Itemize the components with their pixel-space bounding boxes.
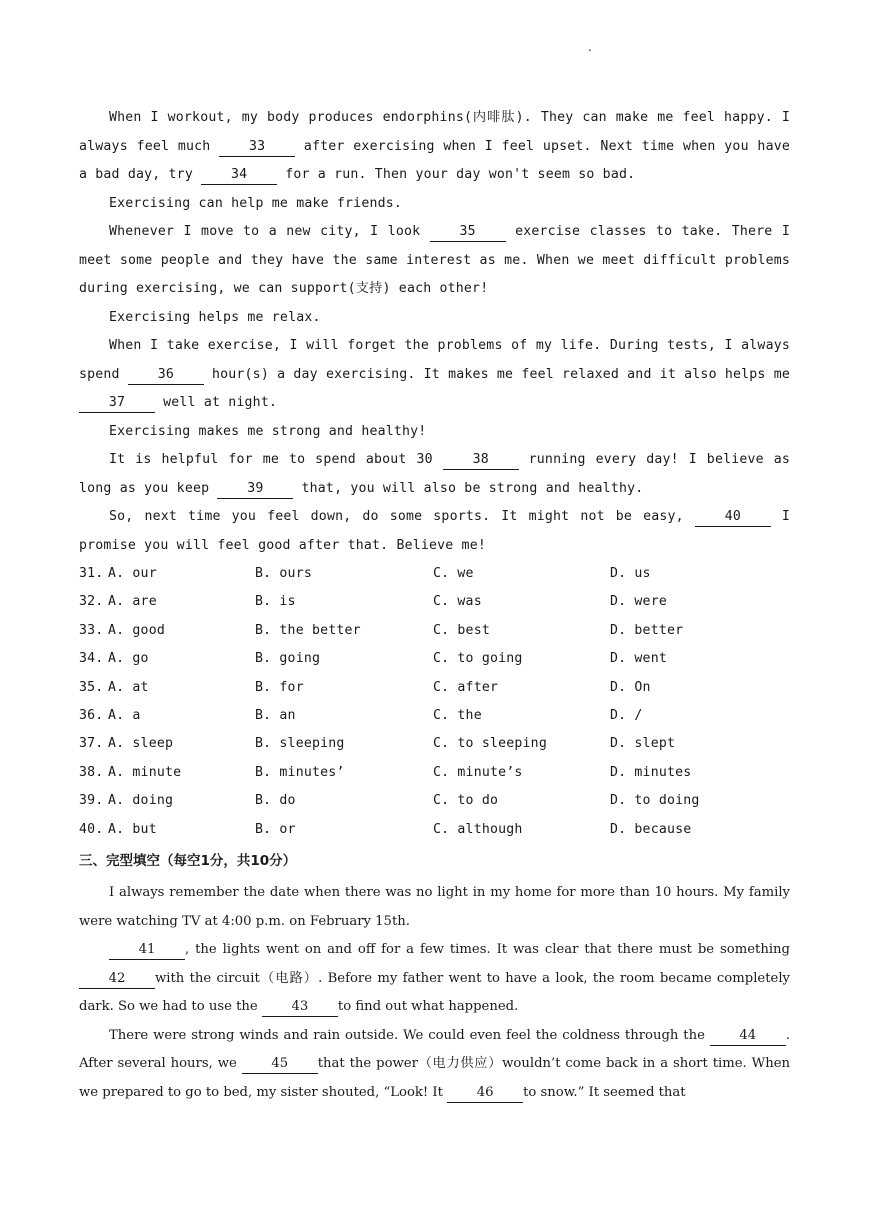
blank-35[interactable]: 35 <box>430 223 506 242</box>
option-b[interactable]: B. an <box>255 707 296 723</box>
option-b[interactable]: B. do <box>255 793 296 809</box>
option-c[interactable]: C. although <box>433 821 523 837</box>
passage-two <box>79 879 790 1107</box>
blank-34[interactable]: 34 <box>201 166 277 185</box>
blank-40[interactable]: 40 <box>695 508 771 527</box>
option-c[interactable]: C. we <box>433 566 474 581</box>
option-a[interactable]: A. sleep <box>108 736 174 752</box>
option-a[interactable]: A. are <box>108 594 157 610</box>
option-c[interactable]: C. to sleeping <box>433 736 547 752</box>
option-b[interactable]: B. sleeping <box>255 736 345 752</box>
option-d[interactable]: D. / <box>610 707 643 723</box>
blank-39[interactable]: 39 <box>217 480 293 499</box>
blank-42[interactable]: 42 <box>79 970 155 989</box>
paragraph: 41 , the lights went on and off for a few times. It was clear that there must be something 42 with the circuit（电路）. Before my father went to have a look, the room became completely dark. So we had to use the 43 to find out what happened. <box>79 936 790 1022</box>
option-row: 32. A. are B. is C. was D. were <box>79 588 790 616</box>
option-a[interactable]: A. but <box>108 821 157 837</box>
option-row: 31. A. our B. ours C. we D. us <box>79 560 790 588</box>
option-row: 35. A. at B. for C. after D. On <box>79 674 790 702</box>
paragraph-heading: Exercising makes me strong and healthy! <box>109 423 427 439</box>
option-b[interactable]: B. or <box>255 821 296 837</box>
option-a[interactable]: A. a <box>108 707 141 723</box>
option-row: 34. A. go B. going C. to going D. went <box>79 645 790 673</box>
blank-41[interactable]: 41 <box>109 941 185 960</box>
blank-37[interactable]: 37 <box>79 394 155 413</box>
paragraph: I always remember the date when there was no light in my home for more than 10 hours. My family were watching TV at 4:00 p.m. on February 15th. <box>79 885 790 929</box>
option-d[interactable]: D. slept <box>610 736 676 752</box>
option-d[interactable]: D. to doing <box>610 793 700 809</box>
blank-45[interactable]: 45 <box>242 1055 318 1074</box>
paragraph: When I take exercise, I will forget the problems of my life. During tests, I always spend 36 hour(s) a day exercising. It makes me feel relaxed and it also helps me 37 well at night. <box>79 332 790 418</box>
header-dot: . <box>588 40 592 54</box>
section-heading: 三、完型填空（每空1分，共10分） <box>79 853 297 869</box>
option-b[interactable]: B. ours <box>255 566 312 581</box>
option-d[interactable]: D. because <box>610 821 692 837</box>
blank-44[interactable]: 44 <box>710 1027 786 1046</box>
option-row: 33. A. good B. the better C. best D. better <box>79 617 790 645</box>
option-d[interactable]: D. better <box>610 622 684 638</box>
option-c[interactable]: C. the <box>433 707 482 723</box>
option-c[interactable]: C. to going <box>433 651 523 667</box>
blank-43[interactable]: 43 <box>262 998 338 1017</box>
option-b[interactable]: B. the better <box>255 622 361 638</box>
option-d[interactable]: D. were <box>610 594 667 610</box>
option-row: 36. A. a B. an C. the D. / <box>79 702 790 730</box>
option-d[interactable]: D. On <box>610 679 651 695</box>
option-c[interactable]: C. was <box>433 594 482 610</box>
paragraph: It is helpful for me to spend about 30 38 running every day! I believe as long as you keep 39 that, you will also be strong and healthy. <box>79 446 790 503</box>
option-c[interactable]: C. minute’s <box>433 764 523 780</box>
option-d[interactable]: D. minutes <box>610 764 692 780</box>
option-a[interactable]: A. go <box>108 651 149 667</box>
option-b[interactable]: B. going <box>255 651 321 667</box>
option-d[interactable]: D. went <box>610 651 667 667</box>
paragraph: So, next time you feel down, do some sports. It might not be easy, 40 I promise you will feel good after that. Believe me! <box>79 509 790 553</box>
blank-36[interactable]: 36 <box>128 366 204 385</box>
option-row: 40. A. but B. or C. although D. because <box>79 816 790 844</box>
blank-46[interactable]: 46 <box>447 1084 523 1103</box>
blank-33[interactable]: 33 <box>219 138 295 157</box>
paragraph-heading: Exercising can help me make friends. <box>109 195 403 211</box>
option-row: 38. A. minute B. minutes’ C. minute’s D. minutes <box>79 759 790 787</box>
option-a[interactable]: A. doing <box>108 793 174 809</box>
option-b[interactable]: B. minutes’ <box>255 764 345 780</box>
paragraph: When I workout, my body produces endorphins(内啡肽). They can make me feel happy. I always feel much 33 after exercising when I feel upset. Next time when you have a bad day, try 34 for a run. Then your day won't seem so bad. <box>79 104 790 190</box>
option-c[interactable]: C. after <box>433 679 499 695</box>
option-c[interactable]: C. best <box>433 622 490 638</box>
option-a[interactable]: A. our <box>108 566 157 581</box>
option-d[interactable]: D. us <box>610 566 651 581</box>
option-a[interactable]: A. good <box>108 622 165 638</box>
blank-38[interactable]: 38 <box>443 451 519 470</box>
paragraph: Whenever I move to a new city, I look 35 exercise classes to take. There I meet some people and they have the same interest as me. When we meet difficult problems during exercising, we can support(支持) each other! <box>79 224 790 296</box>
option-row: 37. A. sleep B. sleeping C. to sleeping D. slept <box>79 730 790 758</box>
paragraph: There were strong winds and rain outside. We could even feel the coldness through the 44 . After several hours, we 45 that the power（电力供应）wouldn’t come back in a short time. When we prepared to go to bed, my sister shouted, “Look! It 46 to snow.” It seemed that <box>79 1022 790 1108</box>
option-c[interactable]: C. to do <box>433 793 499 809</box>
option-a[interactable]: A. at <box>108 679 149 695</box>
paragraph-heading: Exercising helps me relax. <box>109 309 321 325</box>
option-a[interactable]: A. minute <box>108 764 182 780</box>
option-b[interactable]: B. is <box>255 594 296 610</box>
passage-one <box>79 104 790 560</box>
option-row: 39. A. doing B. do C. to do D. to doing <box>79 787 790 815</box>
option-b[interactable]: B. for <box>255 679 304 695</box>
answer-options <box>79 560 790 844</box>
